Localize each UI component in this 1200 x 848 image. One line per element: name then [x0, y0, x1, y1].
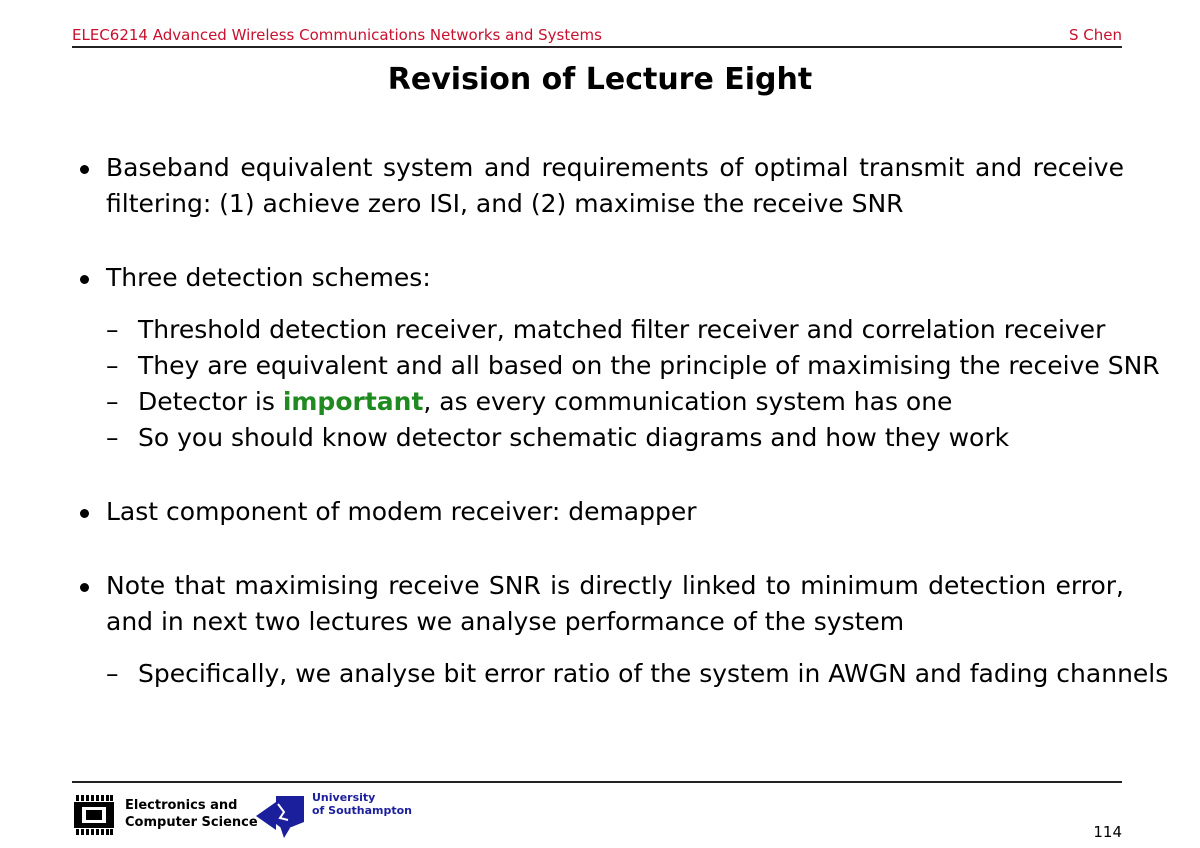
bullet-icon	[80, 509, 89, 518]
bullet-text: Last component of modem receiver: demapper	[106, 497, 697, 526]
ecs-line2: Computer Science	[125, 815, 258, 830]
sub-item	[106, 384, 1124, 420]
bullet-item	[72, 494, 1124, 530]
dash-icon: –	[106, 387, 119, 416]
ecs-chip-logo-icon	[74, 795, 114, 835]
sub-item-suffix: , as every communication system has one	[423, 387, 953, 416]
sub-list	[106, 312, 1160, 456]
bullet-item	[72, 150, 1124, 222]
sub-item-text: So you should know detector schematic diagrams and how they work	[138, 423, 1010, 452]
footer-divider	[72, 781, 1122, 783]
dash-icon: –	[106, 351, 119, 380]
sub-list	[106, 656, 1169, 692]
slide-content	[72, 150, 1169, 730]
bullet-text: Baseband equivalent system and requirements of optimal transmit and receive filtering: (1) achieve zero ISI, and (2) maximise the receive SNR	[106, 153, 1124, 218]
sub-item-prefix: Detector is	[138, 387, 283, 416]
slide-title: Revision of Lecture Eight	[387, 62, 813, 97]
bullet-icon	[80, 583, 89, 592]
sub-item-text: Specifically, we analyse bit error ratio of the system in AWGN and fading channels	[138, 659, 1169, 688]
ecs-line1: Electronics and	[125, 798, 238, 813]
dash-icon: –	[106, 659, 119, 688]
ecs-logo-text	[125, 797, 258, 831]
bullet-item	[72, 568, 1169, 692]
sub-item	[106, 312, 1124, 348]
university-logo-text	[312, 791, 412, 817]
highlight-word: important	[282, 387, 424, 416]
dash-icon: –	[106, 423, 119, 452]
uos-line1: University	[312, 791, 376, 804]
bullet-icon	[80, 165, 89, 174]
sub-item-text: They are equivalent and all based on the principle of maximising the receive SNR	[138, 351, 1160, 380]
header-divider	[72, 46, 1122, 48]
uos-line2: of Southampton	[312, 804, 412, 817]
author-name: S Chen	[1068, 26, 1122, 44]
page-number: 114	[1093, 823, 1122, 841]
sub-item-text: Threshold detection receiver, matched filter receiver and correlation receiver	[138, 315, 1106, 344]
sub-item	[106, 656, 1169, 692]
bullet-item	[72, 260, 1160, 456]
course-title: ELEC6214 Advanced Wireless Communications Networks and Systems	[72, 26, 602, 44]
bullet-text: Note that maximising receive SNR is directly linked to minimum detection error, and in next two lectures we analyse performance of the system	[106, 571, 1124, 636]
dash-icon: –	[106, 315, 119, 344]
sub-item	[106, 348, 1160, 384]
bullet-icon	[80, 275, 89, 284]
university-of-southampton-logo-icon	[254, 790, 310, 840]
bullet-text: Three detection schemes:	[106, 263, 431, 292]
sub-item	[106, 420, 1124, 456]
